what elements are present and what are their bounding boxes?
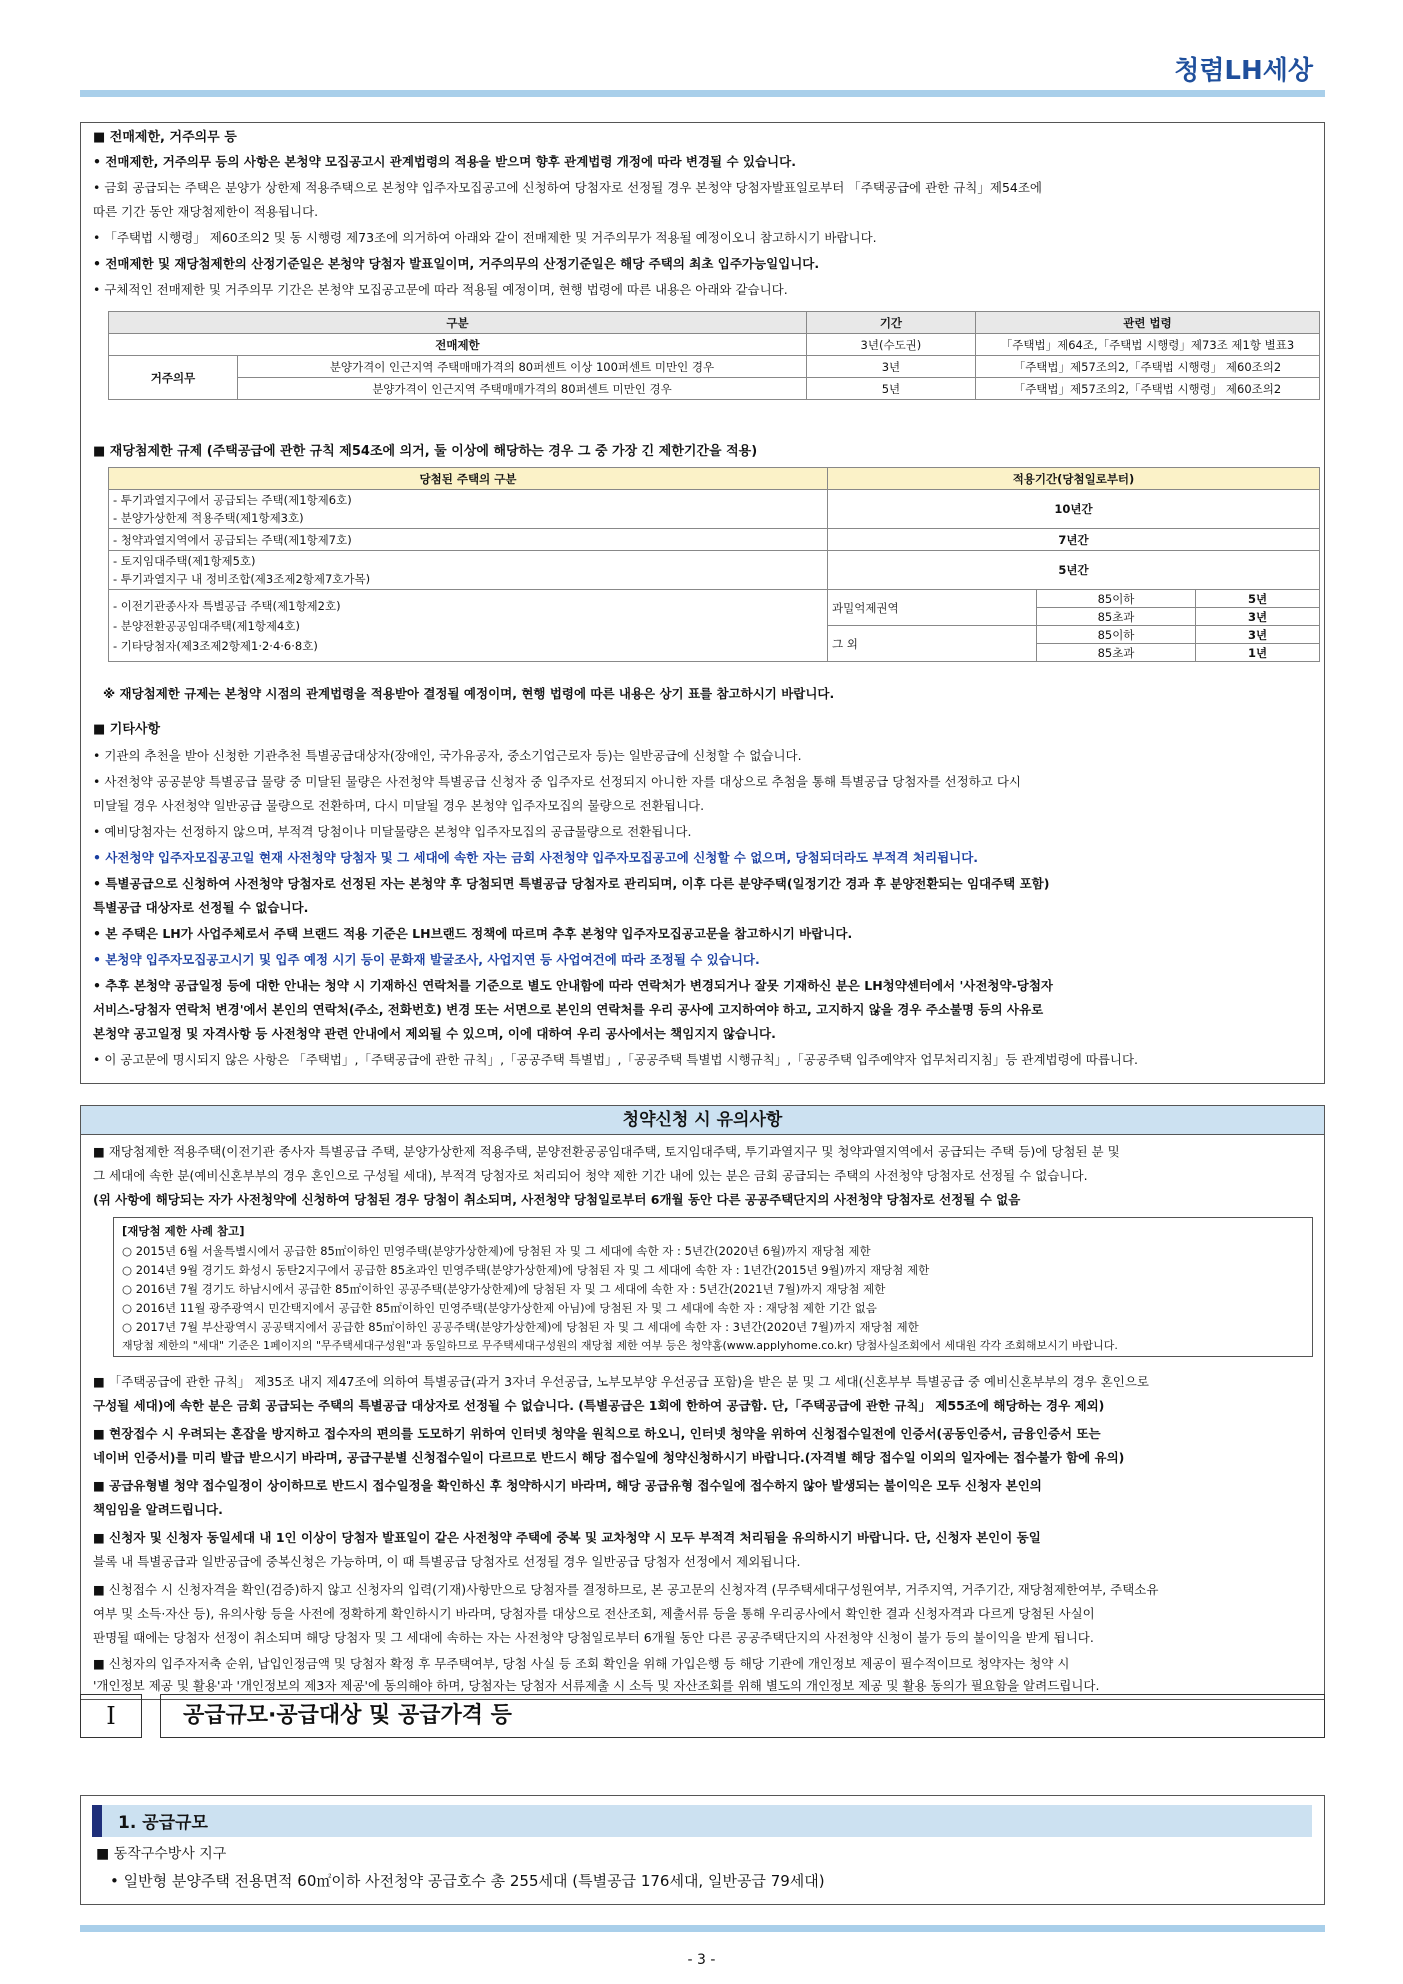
table-row: - 청약과열지역에서 공급되는 주택(제1항제7호) 7년간 bbox=[109, 529, 1320, 551]
table-row: 분양가격이 인근지역 주택매매가격의 80퍼센트 미만인 경우 5년 「주택법」제57조의2,「주택법 시행령」 제60조의2 bbox=[109, 378, 1320, 400]
subsection-marker bbox=[92, 1805, 102, 1837]
etc-line: • 추후 본청약 공급일정 등에 대한 안내는 청약 시 기재하신 연락처를 기준으로 별도 안내함에 따라 연락처가 변경되거나 잘못 기재하신 분은 LH청약센터에서 '사전청약-당첨자 bbox=[93, 978, 1053, 993]
caution-line: ■ 재당첨제한 적용주택(이전기관 종사자 특별공급 주택, 분양가상한제 적용주택, 분양전환공공임대주택, 토지임대주택, 투기과열지구 및 청약과열지역에서 공급되는 주택 등)에 당첨된 분 및 bbox=[93, 1144, 1120, 1159]
rewin-title: ■ 재당첨제한 규제 (주택공급에 관한 규칙 제54조에 의거, 둘 이상에 해당하는 경우 그 중 가장 긴 제한기간을 적용) bbox=[93, 444, 758, 459]
example-line: ○ 2014년 9월 경기도 화성시 동탄2지구에서 공급한 85초과인 민영주택(분양가상한제)에 당첨된 자 및 그 세대에 속한 자 : 1년간(2015년 9월)까지 재당첨 제한 bbox=[122, 1263, 930, 1277]
notice-box bbox=[80, 122, 1325, 1084]
col-header: 기간 bbox=[806, 312, 975, 334]
example-title: [재당첨 제한 사례 참고] bbox=[122, 1224, 245, 1238]
col-header: 적용기간(당첨일로부터) bbox=[828, 468, 1320, 490]
logo: 청렴LH세상 bbox=[1174, 56, 1313, 86]
resale-line: 따른 기간 동안 재당첨제한이 적용됩니다. bbox=[93, 204, 319, 219]
rewin-table: 당첨된 주택의 구분 적용기간(당첨일로부터) - 투기과열지구에서 공급되는 주택(제1항제6호) - 분양가상한제 적용주택(제1항제3호) 10년간 - 청약과열지역에서 공급되는 주택(제1항제7호) 7년간 - 토지임대주택(제1항제5호) - 투기과열지구 내 정비조합(제3조제2항제7호가목) 5년간 - 이전기관종사자 특별공급 주택(제1항제2호) - 분양전환공공임대주택(제1항제4호) - 기타당첨자(제3조제2항제1·2·4·6·8호) 과밀억제권역 85이하 5년 85초과 3년 그 외 85이하 3년 85초과 1년 bbox=[108, 467, 1320, 662]
supply-summary: • 일반형 분양주택 전용면적 60㎡이하 사전청약 공급호수 총 255세대 (특별공급 176세대, 일반공급 79세대) bbox=[110, 1872, 825, 1890]
col-header: 구분 bbox=[109, 312, 807, 334]
table-row: - 이전기관종사자 특별공급 주택(제1항제2호) - 분양전환공공임대주택(제1항제4호) - 기타당첨자(제3조제2항제1·2·4·6·8호) 과밀억제권역 85이하 5년 bbox=[109, 590, 1320, 608]
chapter-title: 공급규모·공급대상 및 공급가격 등 bbox=[160, 1694, 1325, 1738]
caution-line: 네이버 인증서)를 미리 발급 받으시기 바라며, 공급구분별 신청접수일이 다르므로 반드시 해당 접수일에 청약신청하시기 바랍니다.(자격별 해당 접수일 이외의 일자에는 접수불가 함에 유의) bbox=[93, 1450, 1125, 1465]
etc-line: 특별공급 대상자로 선정될 수 없습니다. bbox=[93, 900, 309, 915]
resale-table bbox=[108, 311, 1320, 400]
etc-title: ■ 기타사항 bbox=[93, 722, 161, 737]
caution-line: 블록 내 특별공급과 일반공급에 중복신청은 가능하며, 이 때 특별공급 당첨자로 선정될 경우 일반공급 당첨자 선정에서 제외됩니다. bbox=[93, 1554, 801, 1569]
etc-line: • 본청약 입주자모집공고시기 및 입주 예정 시기 등이 문화재 발굴조사, 사업지연 등 사업여건에 따라 조정될 수 있습니다. bbox=[93, 952, 760, 967]
example-box bbox=[113, 1217, 1313, 1357]
col-header: 관련 법령 bbox=[975, 312, 1319, 334]
rewin-note: ※ 재당첨제한 규제는 본청약 시점의 관계법령을 적용받아 결정될 예정이며, 현행 법령에 따른 내용은 상기 표를 참고하시기 바랍니다. bbox=[103, 686, 835, 701]
etc-line: • 예비당첨자는 선정하지 않으며, 부적격 당첨이나 미달물량은 본청약 입주자모집의 공급물량으로 전환됩니다. bbox=[93, 824, 692, 839]
caution-line: ■ 공급유형별 청약 접수일정이 상이하므로 반드시 접수일정을 확인하신 후 청약하시기 바라며, 해당 공급유형 접수일에 접수하지 않아 발생되는 불이익은 모두 신청자 본인의 bbox=[93, 1478, 1042, 1493]
example-line: ○ 2016년 11월 광주광역시 민간택지에서 공급한 85㎡이하인 민영주택(분양가상한제 아님)에 당첨된 자 및 그 세대에 속한 자 : 재당첨 제한 기간 없음 bbox=[122, 1301, 877, 1315]
resale-line: • 「주택법 시행령」 제60조의2 및 동 시행령 제73조에 의거하여 아래와 같이 전매제한 및 거주의무가 적용될 예정이오니 참고하시기 바랍니다. bbox=[93, 230, 877, 245]
table-row: - 토지임대주택(제1항제5호) - 투기과열지구 내 정비조합(제3조제2항제7호가목) 5년간 bbox=[109, 551, 1320, 590]
etc-line: • 기관의 추천을 받아 신청한 기관추천 특별공급대상자(장애인, 국가유공자, 중소기업근로자 등)는 일반공급에 신청할 수 없습니다. bbox=[93, 748, 802, 763]
top-divider bbox=[80, 90, 1325, 97]
subsection-header bbox=[92, 1805, 1312, 1837]
table-row: 전매제한 3년(수도권) 「주택법」제64조,「주택법 시행령」제73조 제1항 별표3 bbox=[109, 334, 1320, 356]
chapter-number: I bbox=[80, 1694, 142, 1738]
etc-line: • 특별공급으로 신청하여 사전청약 당첨자로 선정된 자는 본청약 후 당첨되면 특별공급 당첨자로 관리되며, 이후 다른 분양주택(일정기간 경과 후 분양전환되는 임대주택 포함) bbox=[93, 876, 1050, 891]
resale-line: • 전매제한, 거주의무 등의 사항은 본청약 모집공고시 관계법령의 적용을 받으며 향후 관계법령 개정에 따라 변경될 수 있습니다. bbox=[93, 154, 796, 169]
etc-line: • 사전청약 공공분양 특별공급 물량 중 미달된 물량은 사전청약 특별공급 신청자 중 입주자로 선정되지 아니한 자를 대상으로 추첨을 통해 특별공급 당첨자를 선정하고 다시 bbox=[93, 774, 1021, 789]
bottom-divider bbox=[80, 1925, 1325, 1932]
example-line: 재당첨 제한의 "세대" 기준은 1페이지의 "무주택세대구성원"과 동일하므로 무주택세대구성원의 재당첨 제한 여부 등은 청약홈(www.applyhome.co.kr) 당첨사실조회에서 세대원 각각 조회해보시기 바랍니다. bbox=[122, 1339, 1118, 1352]
district-label: ■ 동작구수방사 지구 bbox=[96, 1846, 227, 1862]
resale-line: • 금회 공급되는 주택은 분양가 상한제 적용주택으로 본청약 입주자모집공고에 신청하여 당첨자로 선정될 경우 본청약 당첨자발표일로부터 「주택공급에 관한 규칙」제54조에 bbox=[93, 180, 1043, 195]
etc-line: • 사전청약 입주자모집공고일 현재 사전청약 당첨자 및 그 세대에 속한 자는 금회 사전청약 입주자모집공고에 신청할 수 없으며, 당첨되더라도 부적격 처리됩니다. bbox=[93, 850, 979, 865]
caution-line: 판명될 때에는 당첨자 선정이 취소되며 해당 당첨자 및 그 세대에 속하는 자는 사전청약 당첨일로부터 6개월 동안 다른 공공주택단지의 사전청약 신청이 불가 등의 불이익을 받게 됩니다. bbox=[93, 1630, 1094, 1645]
example-line: ○ 2016년 7월 경기도 하남시에서 공급한 85㎡이하인 공공주택(분양가상한제)에 당첨된 자 및 그 세대에 속한 자 : 5년간(2021년 7월)까지 재당첨 제한 bbox=[122, 1282, 886, 1296]
resale-line: • 구체적인 전매제한 및 거주의무 기간은 본청약 모집공고문에 따라 적용될 예정이며, 현행 법령에 따른 내용은 아래와 같습니다. bbox=[93, 282, 788, 297]
caution-line: 책임임을 알려드립니다. bbox=[93, 1502, 223, 1517]
caution-line: 그 세대에 속한 분(예비신혼부부의 경우 혼인으로 구성될 세대), 부적격 당첨자로 처리되어 청약 제한 기간 내에 있는 분은 금회 공급되는 주택의 사전청약 당첨자로 선정될 수 없습니다. bbox=[93, 1168, 1088, 1183]
caution-line: '개인정보 제공 및 활용'과 '개인정보의 제3자 제공'에 동의해야 하며, 당첨자는 당첨자 서류제출 시 소득 및 자산조회를 위해 별도의 개인정보 제공 및 활용 동의가 필요함을 알려드립니다. bbox=[93, 1678, 1100, 1693]
caution-line: ■ 신청자의 입주자저축 순위, 납입인정금액 및 당첨자 확정 후 무주택여부, 당첨 사실 등 조회 확인을 위해 가입은행 등 해당 기관에 개인정보 제공이 필수적이므로 청약자는 청약 시 bbox=[93, 1656, 1070, 1671]
example-line: ○ 2017년 7월 부산광역시 공공택지에서 공급한 85㎡이하인 공공주택(분양가상한제)에 당첨된 자 및 그 세대에 속한 자 : 3년간(2020년 7월)까지 재당첨 제한 bbox=[122, 1320, 919, 1334]
example-line: ○ 2015년 6월 서울특별시에서 공급한 85㎡이하인 민영주택(분양가상한제)에 당첨된 자 및 그 세대에 속한 자 : 5년간(2020년 6월)까지 재당첨 제한 bbox=[122, 1244, 871, 1258]
subsection-title: 1. 공급규모 bbox=[118, 1813, 208, 1833]
caution-line: 여부 및 소득·자산 등), 유의사항 등을 사전에 정확하게 확인하시기 바라며, 당첨자를 대상으로 전산조회, 제출서류 등을 통해 우리공사에서 확인한 결과 신청자격과 다르게 당첨된 사실이 bbox=[93, 1606, 1095, 1621]
table-row: 거주의무 분양가격이 인근지역 주택매매가격의 80퍼센트 이상 100퍼센트 미만인 경우 3년 「주택법」제57조의2,「주택법 시행령」 제60조의2 bbox=[109, 356, 1320, 378]
etc-line: 미달될 경우 사전청약 일반공급 물량으로 전환하며, 다시 미달될 경우 본청약 입주자모집의 물량으로 전환됩니다. bbox=[93, 798, 705, 813]
page-number: - 3 - bbox=[687, 1952, 716, 1968]
etc-line: 본청약 공고일정 및 자격사항 등 사전청약 관련 안내에서 제외될 수 있으며, 이에 대하여 우리 공사에서는 책임지지 않습니다. bbox=[93, 1026, 776, 1041]
caution-line: ■ 「주택공급에 관한 규칙」 제35조 내지 제47조에 의하여 특별공급(과거 3자녀 우선공급, 노부모부양 우선공급 포함)을 받은 분 및 그 세대(신혼부부 특별공급 중 예비신혼부부의 경우 혼인으로 bbox=[93, 1374, 1149, 1389]
caution-line: (위 사항에 해당되는 자가 사전청약에 신청하여 당첨된 경우 당첨이 취소되며, 사전청약 당첨일로부터 6개월 동안 다른 공공주택단지의 사전청약 당첨자로 선정될 수 없음 bbox=[93, 1192, 1021, 1207]
resale-title: ■ 전매제한, 거주의무 등 bbox=[93, 130, 237, 145]
table-row: - 투기과열지구에서 공급되는 주택(제1항제6호) - 분양가상한제 적용주택(제1항제3호) 10년간 bbox=[109, 490, 1320, 529]
col-header: 당첨된 주택의 구분 bbox=[109, 468, 828, 490]
caution-line: ■ 신청자 및 신청자 동일세대 내 1인 이상이 당첨자 발표일이 같은 사전청약 주택에 중복 및 교차청약 시 모두 부적격 처리됨을 유의하시기 바랍니다. 단, 신청자 본인이 동일 bbox=[93, 1530, 1041, 1545]
caution-box bbox=[80, 1135, 1325, 1700]
etc-line: 서비스-당첨자 연락처 변경'에서 본인의 연락처(주소, 전화번호) 변경 또는 서면으로 본인의 연락처를 우리 공사에 고지하여야 하고, 고지하지 않을 경우 주소불명 등의 사유로 bbox=[93, 1002, 1044, 1017]
etc-line: • 본 주택은 LH가 사업주체로서 주택 브랜드 적용 기준은 LH브랜드 정책에 따르며 추후 본청약 입주자모집공고문을 참고하시기 바랍니다. bbox=[93, 926, 853, 941]
section-title: 청약신청 시 유의사항 bbox=[80, 1105, 1325, 1135]
caution-line: ■ 신청접수 시 신청자격을 확인(검증)하지 않고 신청자의 입력(기재)사항만으로 당첨자를 결정하므로, 본 공고문의 신청자격 (무주택세대구성원여부, 거주지역, 거주기간, 재당첨제한여부, 주택소유 bbox=[93, 1582, 1159, 1597]
etc-line: • 이 공고문에 명시되지 않은 사항은 「주택법」,「주택공급에 관한 규칙」,「공공주택 특별법」,「공공주택 특별법 시행규칙」,「공공주택 입주예약자 업무처리지침」등 관계법령에 따릅니다. bbox=[93, 1052, 1139, 1067]
resale-line: • 전매제한 및 재당첨제한의 산정기준일은 본청약 당첨자 발표일이며, 거주의무의 산정기준일은 해당 주택의 최초 입주가능일입니다. bbox=[93, 256, 820, 271]
caution-line: 구성될 세대)에 속한 분은 금회 공급되는 주택의 특별공급 대상자로 선정될 수 없습니다. (특별공급은 1회에 한하여 공급함. 단,「주택공급에 관한 규칙」 제55조에 해당하는 경우 제외) bbox=[93, 1398, 1105, 1413]
caution-line: ■ 현장접수 시 우려되는 혼잡을 방지하고 접수자의 편의를 도모하기 위하여 인터넷 청약을 원칙으로 하오니, 인터넷 청약을 위하여 신청접수일전에 인증서(공동인증서, 금융인증서 또는 bbox=[93, 1426, 1101, 1441]
